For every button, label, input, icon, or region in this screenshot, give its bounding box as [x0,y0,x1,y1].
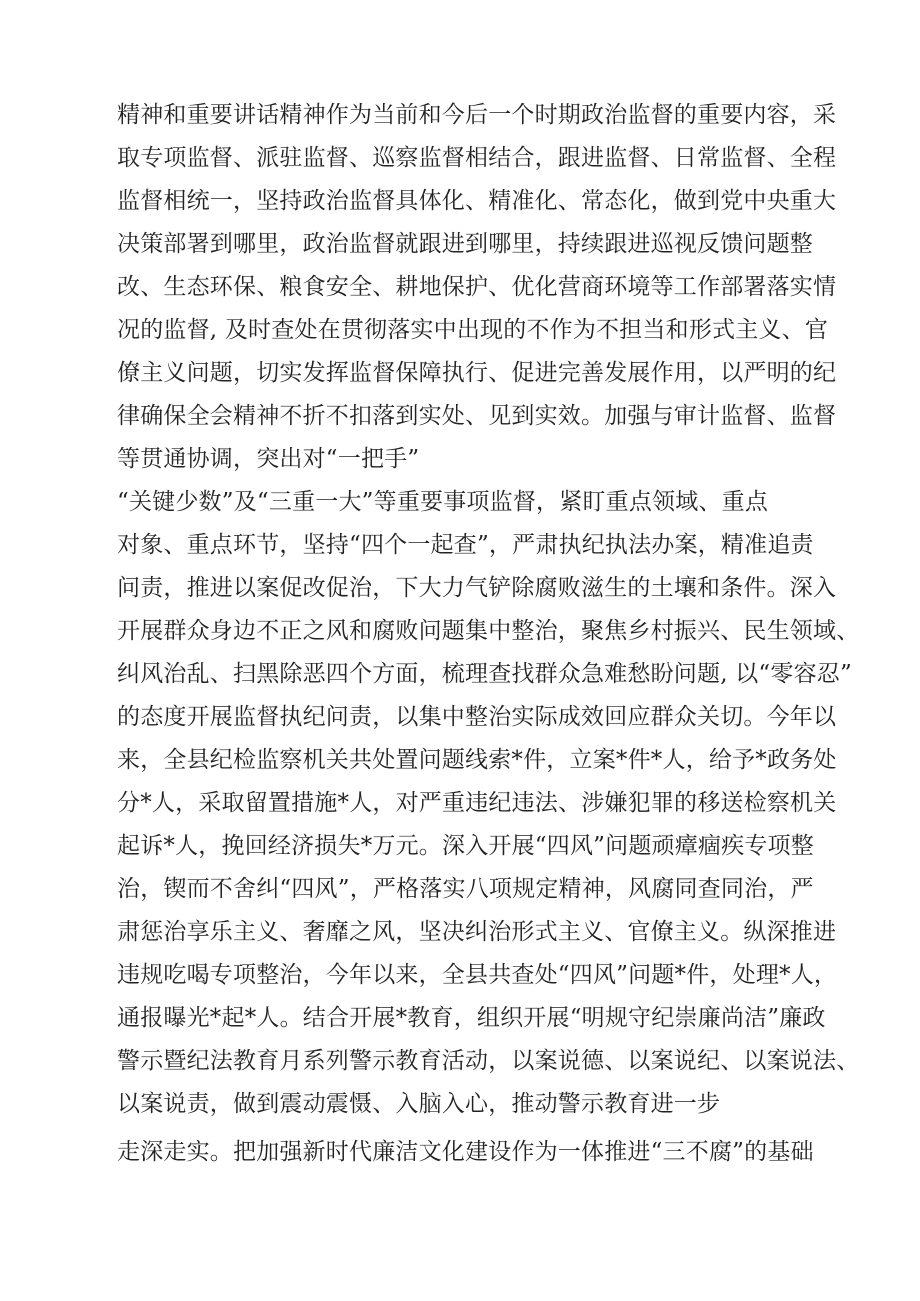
paragraph-line: 起诉*人，挽回经济损失*万元。深入开展“四风”问题顽瘴痼疾专项整 [117,833,814,859]
paragraph-line: 肃惩治享乐主义、奢靡之风，坚决纠治形式主义、官僚主义。纵深推进 [117,919,837,945]
paragraph-line: 律确保全会精神不折不扣落到实处、见到实效。加强与审计监督、监督 [117,403,837,429]
paragraph-line: 治，锲而不舍纠“四风”，严格落实八项规定精神，风腐同查同治，严 [117,876,814,902]
paragraph-line: 决策部署到哪里，政治监督就跟进到哪里，持续跟进巡视反馈问题整 [117,231,813,257]
paragraph-line: “关键少数”及“三重一大”等重要事项监督，紧盯重点领域、重点 [117,489,769,515]
paragraph-line: 以案说责，做到震动震慑、入脑入心，推动警示教育进一步 [117,1091,721,1117]
paragraph-line: 来，全县纪检监察机关共处置问题线索*件，立案*件*人，给予*政务处 [117,747,837,773]
paragraph-line: 对象、重点环节，坚持“四个一起查”，严肃执纪执法办案，精准追责 [117,532,814,558]
paragraph-line: 况的监督, 及时查处在贯彻落实中出现的不作为不担当和形式主义、官 [117,317,829,343]
paragraph-line: 通报曝光*起*人。结合开展*教育，组织开展“明规守纪崇廉尚洁”廉政 [117,1005,826,1031]
paragraph-line: 开展群众身边不正之风和腐败问题集中整治，聚焦乡村振兴、民生领域、 [117,618,860,644]
paragraph-line: 改、生态环保、粮食安全、耕地保护、优化营商环境等工作部署落实情 [117,274,837,300]
paragraph-line: 僚主义问题，切实发挥监督保障执行、促进完善发展作用，以严明的纪 [117,360,837,386]
paragraph-line: 警示暨纪法教育月系列警示教育活动，以案说德、以案说纪、以案说法、 [117,1048,860,1074]
paragraph-line: 问责，推进以案促改促治，下大力气铲除腐败滋生的土壤和条件。深入 [117,575,837,601]
paragraph-line: 的态度开展监督执纪问责，以集中整治实际成效回应群众关切。今年以 [117,704,837,730]
paragraph-line: 精神和重要讲话精神作为当前和今后一个时期政治监督的重要内容，采 [117,102,837,128]
paragraph-line: 取专项监督、派驻监督、巡察监督相结合，跟进监督、日常监督、全程 [117,145,837,171]
paragraph-line: 违规吃喝专项整治，今年以来，全县共查处“四风”问题*件，处理*人， [117,962,838,988]
paragraph-line: 分*人，采取留置措施*人，对严重违纪违法、涉嫌犯罪的移送检察机关 [117,790,837,816]
paragraph-line: 等贯通协调，突出对“一把手” [117,446,420,472]
paragraph-line: 走深走实。把加强新时代廉洁文化建设作为一体推进“三不腐”的基础 [117,1139,814,1165]
paragraph-line: 监督相统一，坚持政治监督具体化、精准化、常态化，做到党中央重大 [117,188,837,214]
paragraph-line: 纠风治乱、扫黑除恶四个方面，梳理查找群众急难愁盼问题, 以“零容忍” [117,661,852,687]
